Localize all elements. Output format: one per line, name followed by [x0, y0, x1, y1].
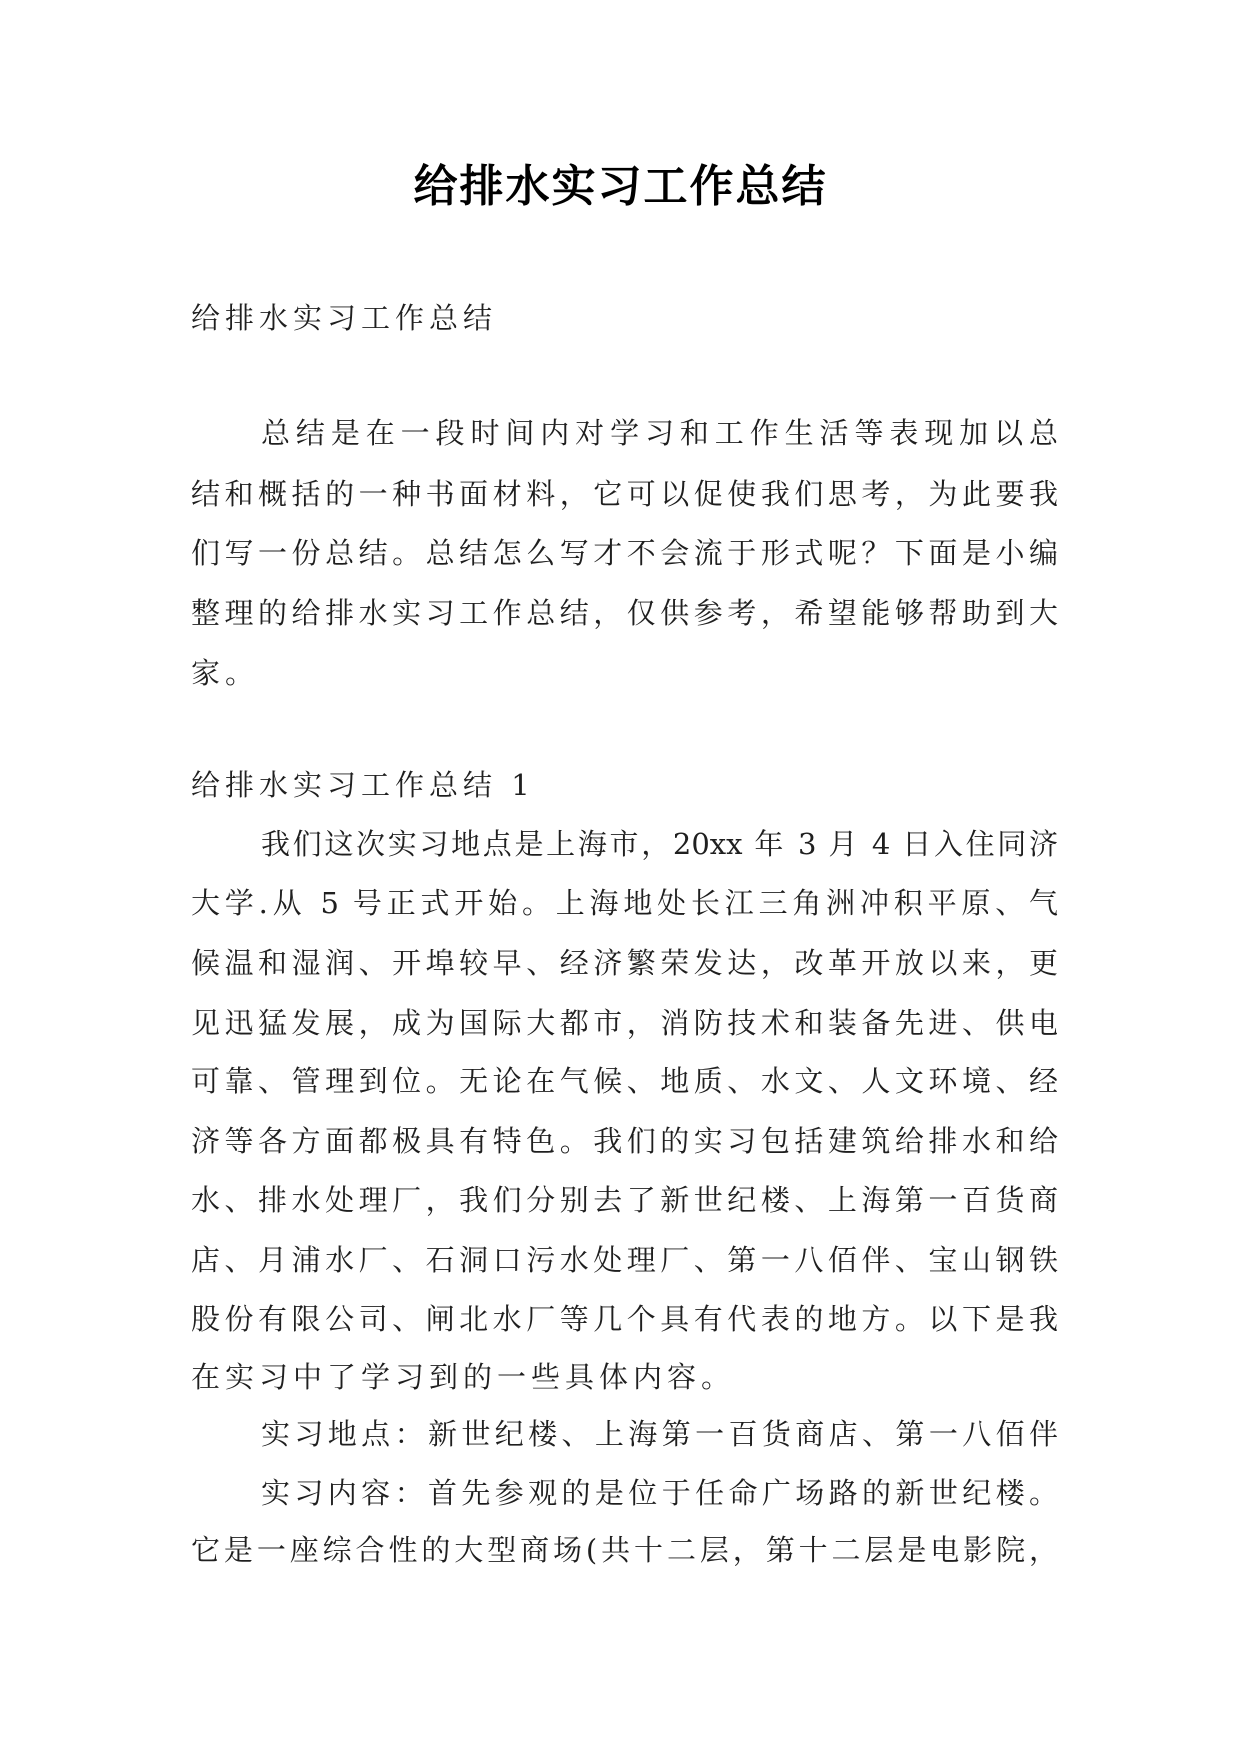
internship-location: 实习地点：新世纪楼、上海第一百货商店、第一八佰伴 [261, 1417, 1058, 1451]
intro-line: 总结是在一段时间内对学习和工作生活等表现加以总 [261, 416, 1058, 450]
section-line: 济等各方面都极具有特色。我们的实习包括建筑给排水和给 [191, 1124, 1058, 1158]
intro-line: 整理的给排水实习工作总结，仅供参考，希望能够帮助到大 [191, 596, 1058, 630]
section-line: 店、月浦水厂、石洞口污水处理厂、第一八佰伴、宝山钢铁 [191, 1243, 1058, 1277]
section-line: 股份有限公司、闸北水厂等几个具有代表的地方。以下是我 [191, 1302, 1058, 1336]
intro-line: 家。 [191, 656, 260, 690]
section-line: 大学.从 5 号正式开始。上海地处长江三角洲冲积平原、气 [191, 886, 1058, 920]
section-line: 可靠、管理到位。无论在气候、地质、水文、人文环境、经 [191, 1064, 1058, 1098]
section-line: 我们这次实习地点是上海市，20xx 年 3 月 4 日入住同济 [261, 827, 1058, 861]
section-line: 水、排水处理厂，我们分别去了新世纪楼、上海第一百货商 [191, 1183, 1058, 1217]
section-line: 候温和湿润、开埠较早、经济繁荣发达，改革开放以来，更 [191, 946, 1058, 980]
document-title: 给排水实习工作总结 [413, 161, 828, 212]
subtitle: 给排水实习工作总结 [191, 301, 498, 335]
section-heading: 给排水实习工作总结 1 [191, 768, 535, 802]
content-continuation: 它是一座综合性的大型商场(共十二层，第十二层是电影院， [191, 1533, 1058, 1567]
section-line: 在实习中了学习到的一些具体内容。 [191, 1360, 736, 1394]
intro-line: 结和概括的一种书面材料，它可以促使我们思考，为此要我 [191, 477, 1058, 511]
internship-content: 实习内容：首先参观的是位于任命广场路的新世纪楼。 [261, 1476, 1058, 1510]
intro-line: 们写一份总结。总结怎么写才不会流于形式呢？下面是小编 [191, 536, 1058, 570]
section-line: 见迅猛发展，成为国际大都市，消防技术和装备先进、供电 [191, 1006, 1058, 1040]
